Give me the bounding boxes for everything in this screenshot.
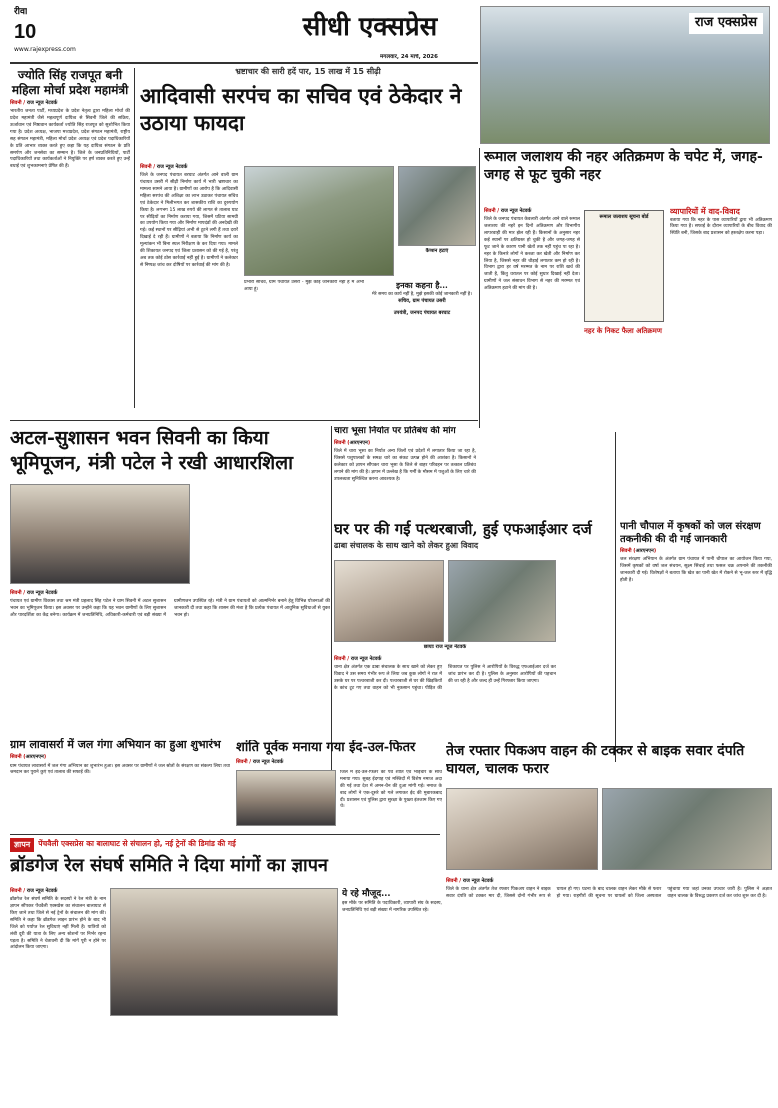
col-rule-2 [479, 148, 480, 428]
story4-headline: अटल-सुशासन भवन सिवनी का किया भूमिपूजन, मंत्री पटेल ने रखी आधारशिला [10, 427, 294, 474]
byline-agency: राज न्यूज नेटवर्क [462, 878, 494, 884]
story2-quote-box [368, 280, 476, 410]
story3-body: जिले के जनपद पंचायत केवलारी अंतर्गत आने वाले रूमाल जलाशय की नहरें इन दिनों अतिक्रमण और विभागीय लापरवाही की मार झेल रही हैं। किसानों के अनुसार नहर कई स्थानों पर क्षतिग्रस्त हो चुकी है और जगह-जगह से फूट जाने के कारण पानी खेतों तक नहीं पहुंच पा रहा है। नहर के किनारे लोगों ने कब्जा कर खेती और निर्माण कर लिया है, जिससे नहर की चौड़ाई लगातार कम हो रही है। विभाग द्वारा हर वर्ष मरम्मत के नाम पर राशि खर्च की जाती है, किंतु धरातल पर कोई सुधार दिखाई नहीं देता। ग्रामीणों ने जल संसाधन विभाग से नहर की मरम्मत एवं अतिक्रमण हटाने की मांग की है। [484, 217, 580, 292]
byline-agency: राज न्यूज नेटवर्क [500, 208, 532, 214]
story10-photo-2 [602, 788, 772, 870]
story9-headline: शांति पूर्वक मनाया गया ईद-उल-फितर [236, 740, 416, 755]
quote-title: इनका कहना है... [396, 280, 448, 290]
byline-place: सिवनी [484, 208, 496, 214]
story11-byline: सिवनी / राज न्यूज नेटवर्क [10, 888, 58, 894]
story6-byline: सिवनी / राज न्यूज नेटवर्क [334, 656, 382, 662]
byline-place: सिवनी [140, 164, 152, 170]
story4-photo [10, 484, 190, 584]
story11-kicker: पेंचवैली एक्सप्रेस का बालाघाट से संचालन हो, नई ट्रेनों की डिमांड की गई [38, 839, 236, 849]
story11-body2: इस मौके पर समिति के पदाधिकारी, व्यापारी संघ के सदस्य, जनप्रतिनिधि एवं बड़ी संख्या में नागरिक उपस्थित रहे। [342, 901, 442, 913]
byline-place: सिवनी [334, 439, 346, 446]
byline-place: सिवनी [10, 888, 22, 894]
story7-headline: पानी चौपाल में कृषकों को जल संरक्षण तकनीकी की दी गई जानकारी [620, 521, 761, 545]
story8-byline: सिवनी (आरएनएन) [10, 754, 47, 761]
story6-body: थाना क्षेत्र अंतर्गत एक ढाबा संचालक के साथ खाने को लेकर हुए विवाद ने उस समय गंभीर रूप ले लिया जब कुछ लोगों ने रात में उसके घर पर पत्थरबाजी कर दी। पत्थरबाजी से घर की खिड़कियों के कांच टूट गए तथा वाहन को भी नुकसान पहुंचा। पीड़ित की शिकायत पर पुलिस ने आरोपियों के विरुद्ध एफआईआर दर्ज कर जांच प्रारंभ कर दी है। पुलिस के अनुसार आरोपियों की पहचान की जा रही है और जल्द ही उन्हें गिरफ्तार किया जाएगा। [334, 665, 556, 691]
byline-place: सिवनी [236, 758, 248, 765]
story-eid [236, 740, 442, 830]
masthead-rule [10, 62, 478, 64]
story5-headline: चारा भूसा निर्यात पर प्रतिबंध की मांग [334, 426, 456, 436]
story3-body2: बताया गया कि नहर के पास व्यापारियों द्वारा भी अतिक्रमण किया गया है। सफाई के दौरान व्यापारियों के बीच विवाद की स्थिति बनी, जिसके बाद प्रशासन को हस्तक्षेप करना पड़ा। [670, 217, 772, 237]
story2-headline: आदिवासी सरपंच का सचिव एवं ठेकेदार ने उठाया फायदा [140, 82, 462, 135]
story3-subhead: नहर के निकट फैला अतिक्रमण [584, 326, 662, 335]
byline-place: सिवनी [10, 100, 22, 106]
story-rail [10, 838, 442, 1102]
story6-subheadline: ढाबा संचालक के साथ खाने को लेकर हुआ विवाद [334, 539, 479, 550]
story-jyoti-singh [10, 68, 130, 408]
byline-place: सिवनी [10, 754, 22, 761]
paper-name: सीधी एक्सप्रेस [302, 12, 438, 42]
story2-photo-stairs [244, 166, 394, 276]
story2-body: जिले के जनपद पंचायत बरघाट अंतर्गत आने वाली ग्राम पंचायत उसरी में सीढ़ी निर्माण कार्य में भारी भ्रष्टाचार का मामला सामने आया है। ग्रामीणों का आरोप है कि आदिवासी महिला सरपंच की अशिक्षा का लाभ उठाकर पंचायत सचिव एवं ठेकेदार ने मिलीभगत कर शासकीय राशि का दुरुपयोग किया है। लगभग 15 लाख रुपये की लागत से तालाब घाट पर सीढ़ियों का निर्माण कराया गया, जिसमें घटिया सामग्री का उपयोग किया गया और निर्माण मापदंडों की अनदेखी की गई। कई स्थानों पर सीढ़ियां अभी से टूटने लगी हैं तथा दरारें दिखाई दे रही हैं। ग्रामीणों ने बताया कि निर्माण कार्य का मूल्यांकन भी बिना स्थल निरीक्षण के कर दिया गया। मामले की शिकायत जनपद एवं जिला प्रशासन को की गई है, परंतु अब तक कोई ठोस कार्रवाई नहीं हुई है। ग्रामीणों ने कलेक्टर से निष्पक्ष जांच कर दोषियों पर कार्रवाई की मांग की है। [140, 173, 238, 268]
story8-headline: ग्राम लावासर्रा में जल गंगा अभियान का हुआ शुभारंभ [10, 738, 221, 751]
story8-body: ग्राम पंचायत लावासर्रा में जल गंगा अभियान का शुभारंभ हुआ। इस अवसर पर ग्रामीणों ने जल स्रोतों के संरक्षण का संकल्प लिया तथा श्रमदान कर पुराने कुएं एवं तालाब की सफाई की। [10, 763, 230, 776]
canal-top-photo [480, 6, 770, 144]
story6-headline: घर पर की गई पत्थरबाजी, हुई एफआईआर दर्ज [334, 520, 592, 538]
story9-photo [236, 770, 336, 826]
story-jal-ganga [10, 738, 230, 828]
byline-agency: राज न्यूज नेटवर्क [350, 656, 382, 662]
story6-photo-1 [334, 560, 444, 642]
city-label: रीवा [14, 7, 28, 17]
page-number: 10 [14, 21, 37, 43]
story11-tag: ज्ञापन [10, 838, 34, 852]
brand-badge: राज एक्सप्रेस [689, 13, 763, 34]
byline-agency: राज न्यूज नेटवर्क [26, 100, 58, 106]
story-sarpanch [140, 66, 476, 410]
byline-place: सिवनी [10, 590, 22, 596]
story10-byline: सिवनी / राज न्यूज नेटवर्क [446, 878, 494, 884]
byline-agency: आरएनएन [635, 548, 654, 554]
story2-byline: सिवनी / राज न्यूज नेटवर्क [140, 164, 188, 170]
story3-byline: सिवनी / राज न्यूज नेटवर्क [484, 208, 532, 214]
byline-place: सिवनी [620, 548, 632, 554]
story4-byline: सिवनी / राज न्यूज नेटवर्क [10, 590, 58, 596]
story6-photo-caption: छायाः राज न्यूज नेटवर्क [423, 644, 467, 650]
story-accident [446, 742, 772, 1102]
story2-body-cont [244, 280, 364, 410]
story5-byline: सिवनी (आरएनएन) [334, 439, 371, 446]
story5-body: जिले में चारा भूसा का निर्यात अन्य जिलों एवं प्रदेशों में लगातार किया जा रहा है, जिससे पशुपालकों के समक्ष चारे का संकट उत्पन्न होने की आशंका है। किसानों ने कलेक्टर को ज्ञापन सौंपकर चारा भूसा के जिले से बाहर परिवहन पर तत्काल प्रतिबंध लगाने की मांग की है। ज्ञापन में उल्लेख है कि गर्मी के मौसम में पशुओं के लिए चारे की उपलब्धता सुनिश्चित करना आवश्यक है। [334, 448, 476, 482]
byline-place: सिवनी [334, 656, 346, 662]
byline-place: सिवनी [446, 878, 458, 884]
story6-photo-2 [448, 560, 556, 642]
story10-headline: तेज रफ्तार पिकअप वाहन की टक्कर से बाइक सवार दंपति घायल, चालक फरार [446, 743, 745, 778]
story7-body: जल संरक्षण अभियान के अंतर्गत ग्राम पंचायत में पानी चौपाल का आयोजन किया गया, जिसमें कृषकों को वर्षा जल संचयन, सूक्ष्म सिंचाई तथा फसल चक्र अपनाने की तकनीकी जानकारी दी गई। विशेषज्ञों ने बताया कि खेत का पानी खेत में रोकने से भू-जल स्तर में वृद्धि होती है। [620, 557, 772, 583]
story2-photo-inset [398, 166, 476, 246]
story1-body: भारतीय जनता पार्टी, मध्यप्रदेश के प्रदेश नेतृत्व द्वारा महिला मोर्चा की प्रदेश महामंत्री जैसे महत्वपूर्ण दायित्व से सिवनी जिले की सक्रिय, ऊर्जावान एवं निष्ठावान कार्यकर्ता ज्योति सिंह राजपूत को सुशोभित किया गया है। प्रदेश अध्यक्ष, भाजपा मध्यप्रदेश, प्रदेश संगठन महामंत्री, राष्ट्रीय सह संगठन महामंत्री, महिला मोर्चा प्रदेश अध्यक्ष एवं प्रदेश पदाधिकारियों के प्रति आभार व्यक्त करते हुए कहा कि यह दायित्व संगठन के प्रति समर्पण और जनसेवा का सम्मान है। जिले के जनप्रतिनिधियों, पार्टी पदाधिकारियों तथा कार्यकर्ताओं ने नियुक्ति पर हर्ष व्यक्त करते हुए उन्हें बधाई एवं शुभकामनाएं प्रेषित की हैं। [10, 109, 130, 170]
story-fodder [334, 426, 476, 522]
byline-agency: राज न्यूज नेटवर्क [26, 888, 58, 894]
story1-headline: ज्योति सिंह राजपूत बनी महिला मोर्चा प्रदेश महामंत्री [11, 68, 129, 97]
quote-person2: उपयंत्री, जनपद पंचायत बरघाट [393, 309, 451, 316]
story1-byline: सिवनी / राज न्यूज नेटवर्क [10, 100, 58, 106]
story2-photo-caption: कैप्शन हटाएं [425, 248, 449, 254]
story11-photo [110, 888, 338, 1016]
story10-photo-1 [446, 788, 598, 870]
quote-text: मेरे समय का कार्य नहीं है, मुझे इसकी कोई जानकारी नहीं है। [372, 291, 472, 297]
section-rule-2 [10, 834, 440, 835]
story-water-chaupal [620, 520, 772, 766]
canal-sign-board [584, 210, 664, 322]
story3-subhead2: व्यापारियों में वाद-विवाद [670, 206, 740, 216]
byline-agency: राज न्यूज नेटवर्क [252, 758, 284, 765]
col-rule-1 [134, 68, 135, 408]
story10-body: जिले के थाना क्षेत्र अंतर्गत तेज रफ्तार पिकअप वाहन ने बाइक सवार दंपति को टक्कर मार दी, जिससे दोनों गंभीर रूप से घायल हो गए। घटना के बाद चालक वाहन लेकर मौके से फरार हो गया। राहगीरों की सूचना पर घायलों को जिला अस्पताल पहुंचाया गया जहां उनका उपचार जारी है। पुलिस ने अज्ञात वाहन चालक के विरुद्ध प्रकरण दर्ज कर जांच शुरू कर दी है। [446, 887, 772, 900]
story2-body-cont-text: प्रभारी सचिव, ग्राम पंचायत उसरी - मुझे कोई जानकारी नहीं है मैं अभी आया हूं। [244, 280, 364, 292]
story9-body: जिले में ईद-उल-फितर का पर्व शांति एवं भाईचारे के साथ मनाया गया। सुबह ईदगाह एवं मस्जिदों में विशेष नमाज अदा की गई तथा देश में अमन-चैन की दुआ मांगी गई। नमाज के बाद लोगों ने एक-दूसरे को गले लगाकर ईद की मुबारकबाद दी। प्रशासन एवं पुलिस द्वारा सुरक्षा के पुख्ता इंतजाम किए गए थे। [340, 770, 442, 810]
story7-byline: सिवनी (आरएनएन) [620, 548, 657, 554]
paper-name-banner [262, 4, 478, 50]
story3-headline: रूमाल जलाशय की नहर अतिक्रमण के चपेट में, जगह-जगह से फूट चुकी नहर [484, 149, 763, 184]
byline-agency: राज न्यूज नेटवर्क [26, 590, 58, 596]
website: www.rajexpress.com [14, 46, 76, 53]
quote-person: सचिव, ग्राम पंचायत उसरी [398, 298, 446, 305]
byline-agency: आरएनएन [349, 439, 368, 446]
story11-subhead: ये रहे मौजूद... [342, 889, 391, 899]
section-rule-1 [10, 420, 478, 421]
story9-byline: सिवनी / राज न्यूज नेटवर्क [236, 758, 284, 765]
story11-kicker-row [10, 838, 442, 852]
byline-agency: आरएनएन [25, 754, 44, 761]
story11-body: ब्रॉडगेज रेल संघर्ष समिति के सदस्यों ने रेल मंत्री के नाम ज्ञापन सौंपकर पेंचवैली एक्सप्रेस का संचालन बालाघाट से किए जाने तथा जिले से नई ट्रेनों के संचालन की मांग की। समिति ने कहा कि ब्रॉडगेज लाइन प्रारंभ होने के बाद भी जिले को पर्याप्त रेल सुविधाएं नहीं मिली हैं। यात्रियों को लंबी दूरी की यात्रा के लिए अन्य स्टेशनों पर निर्भर रहना पड़ता है। समिति ने चेतावनी दी कि मांगें पूरी न होने पर आंदोलन किया जाएगा। [10, 897, 106, 951]
issue-date: मंगलवार, 24 मार्च, 2026 [380, 54, 438, 60]
story-canal [484, 148, 772, 428]
story2-kicker: भ्रष्टाचार की सारी हदें पार, 15 लाख में 15 सीढ़ी [235, 67, 381, 76]
col-rule-4 [615, 432, 616, 762]
story3-body-mid [584, 326, 664, 428]
story4-body: पंचायत एवं ग्रामीण विकास तथा श्रम मंत्री प्रहलाद सिंह पटेल ने ग्राम सिवनी में अटल सुशासन भवन का भूमिपूजन किया। इस अवसर पर उन्होंने कहा कि यह भवन ग्रामीणों के लिए सुशासन और पारदर्शिता का केंद्र बनेगा। कार्यक्रम में जनप्रतिनिधि, अधिकारी-कर्मचारी एवं बड़ी संख्या में ग्रामीणजन उपस्थित रहे। मंत्री ने ग्राम पंचायतों को आत्मनिर्भर बनाने हेतु विभिन्न योजनाओं की जानकारी दी तथा कहा कि शासन की मंशा है कि प्रत्येक पंचायत में आधुनिक सुविधाओं से युक्त भवन हो। [10, 599, 330, 619]
byline-agency: राज न्यूज नेटवर्क [156, 164, 188, 170]
sign-title: रूमाल जलाशय सूचना बोर्ड [599, 214, 649, 220]
story11-headline: ब्रॉडगेज रेल संघर्ष समिति ने दिया मांगों का ज्ञापन [10, 854, 328, 876]
